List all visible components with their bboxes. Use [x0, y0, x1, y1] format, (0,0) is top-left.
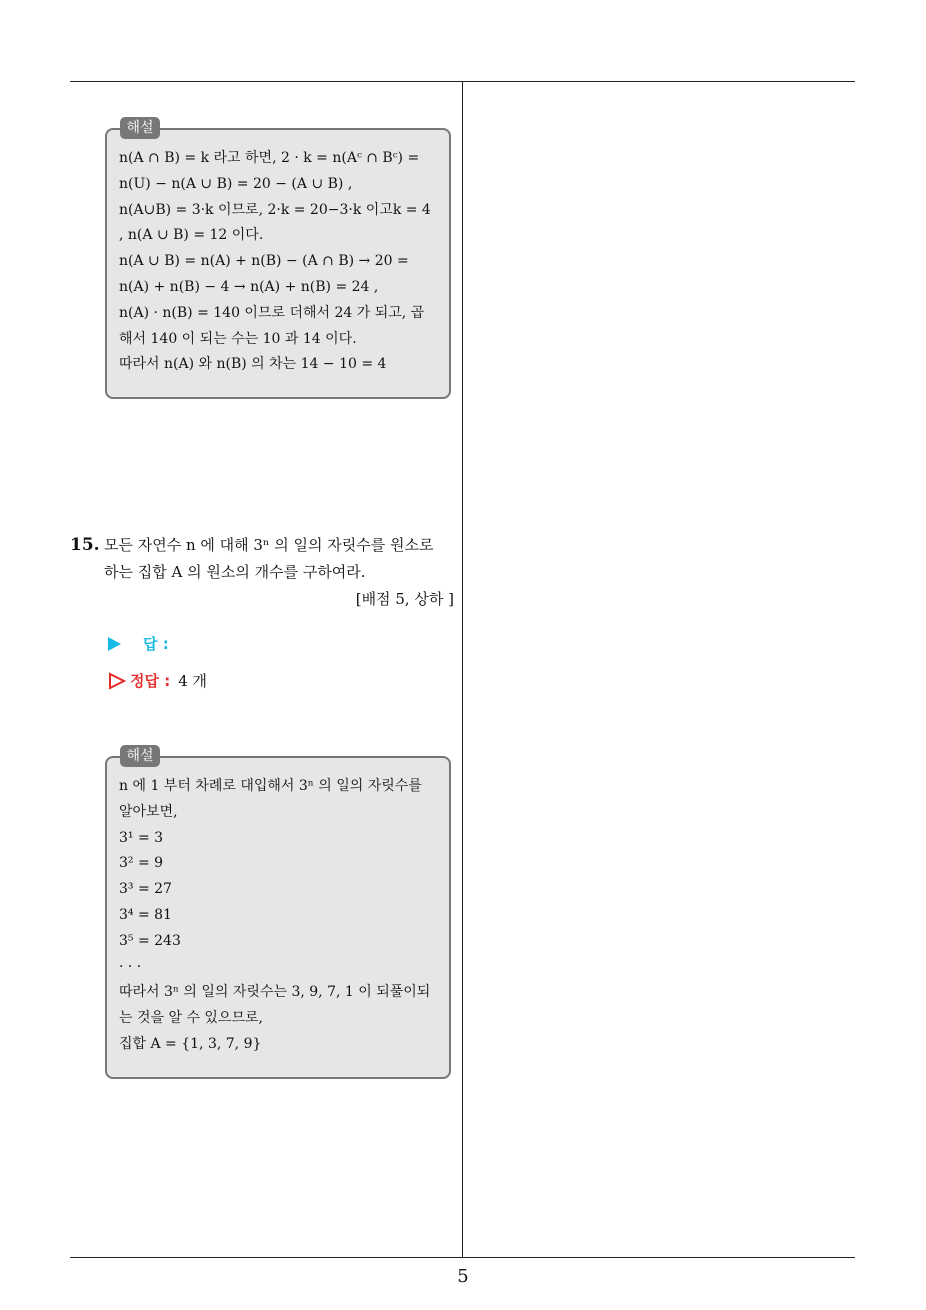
problem-15 — [70, 532, 458, 613]
solution-box-1 — [105, 128, 451, 399]
solution-2-line: 알아보면, — [119, 803, 178, 820]
solution-2-line: 3⁵ = 243 — [119, 932, 181, 949]
solution-2-line: 는 것을 알 수 있으므로, — [119, 1010, 263, 1027]
solution-1-tab: 해설 — [120, 117, 160, 139]
solution-2-line: 3³ = 27 — [119, 881, 172, 898]
solution-1-line: n(U) − n(A ∪ B) = 20 − (A ∪ B) , — [119, 175, 353, 192]
page-number: 5 — [457, 1266, 469, 1287]
solution-1-line: n(A ∪ B) = n(A) + n(B) − (A ∩ B) → 20 = — [119, 253, 409, 270]
column-divider — [462, 82, 463, 1257]
problem-text-line-2: 하는 집합 A 의 원소의 개수를 구하여라. — [104, 563, 366, 581]
bottom-rule — [70, 1257, 855, 1258]
solution-2-line: 집합 A = {1, 3, 7, 9} — [119, 1035, 262, 1052]
solution-2-line: 3² = 9 — [119, 855, 164, 872]
problem-score-meta: [배점 5, 상하 ] — [355, 590, 454, 608]
solution-2-line: 따라서 3ⁿ 의 일의 자릿수는 3, 9, 7, 1 이 되풀이되 — [119, 984, 431, 1001]
solution-2-line: 3⁴ = 81 — [119, 906, 172, 923]
correct-answer-row — [108, 670, 207, 691]
solution-1-line: n(A∪B) = 3·k 이므로, 2·k = 20−3·k 이고k = 4 — [119, 201, 431, 218]
solution-1-line: , n(A ∪ B) = 12 이다. — [119, 227, 264, 244]
answer-blank-label: 답 : — [143, 635, 169, 653]
solution-2-line: 3¹ = 3 — [119, 829, 164, 846]
play-triangle-icon — [108, 637, 121, 651]
solution-2-tab: 해설 — [120, 745, 160, 767]
problem-number: 15. — [70, 535, 100, 555]
solution-box-2 — [105, 756, 451, 1079]
correct-answer-value: 4 개 — [178, 672, 208, 690]
outline-triangle-icon — [108, 672, 126, 690]
solution-1-line: n(A ∩ B) = k 라고 하면, 2 · k = n(Aᶜ ∩ Bᶜ) = — [119, 150, 420, 166]
solution-1-line: n(A) + n(B) − 4 → n(A) + n(B) = 24 , — [119, 278, 379, 295]
solution-1-line: n(A) · n(B) = 140 이므로 더해서 24 가 되고, 곱 — [119, 304, 425, 321]
solution-1-line: 해서 140 이 되는 수는 10 과 14 이다. — [119, 330, 357, 347]
solution-2-line: n 에 1 부터 차례로 대입해서 3ⁿ 의 일의 자릿수를 — [119, 778, 422, 794]
answer-blank-row — [108, 633, 169, 654]
solution-2-line: · · · — [119, 958, 142, 975]
correct-answer-label: 정답 : — [130, 672, 171, 690]
solution-1-line: 따라서 n(A) 와 n(B) 의 차는 14 − 10 = 4 — [119, 356, 387, 373]
problem-text-line-1: 모든 자연수 n 에 대해 3ⁿ 의 일의 자릿수를 원소로 — [104, 536, 434, 554]
